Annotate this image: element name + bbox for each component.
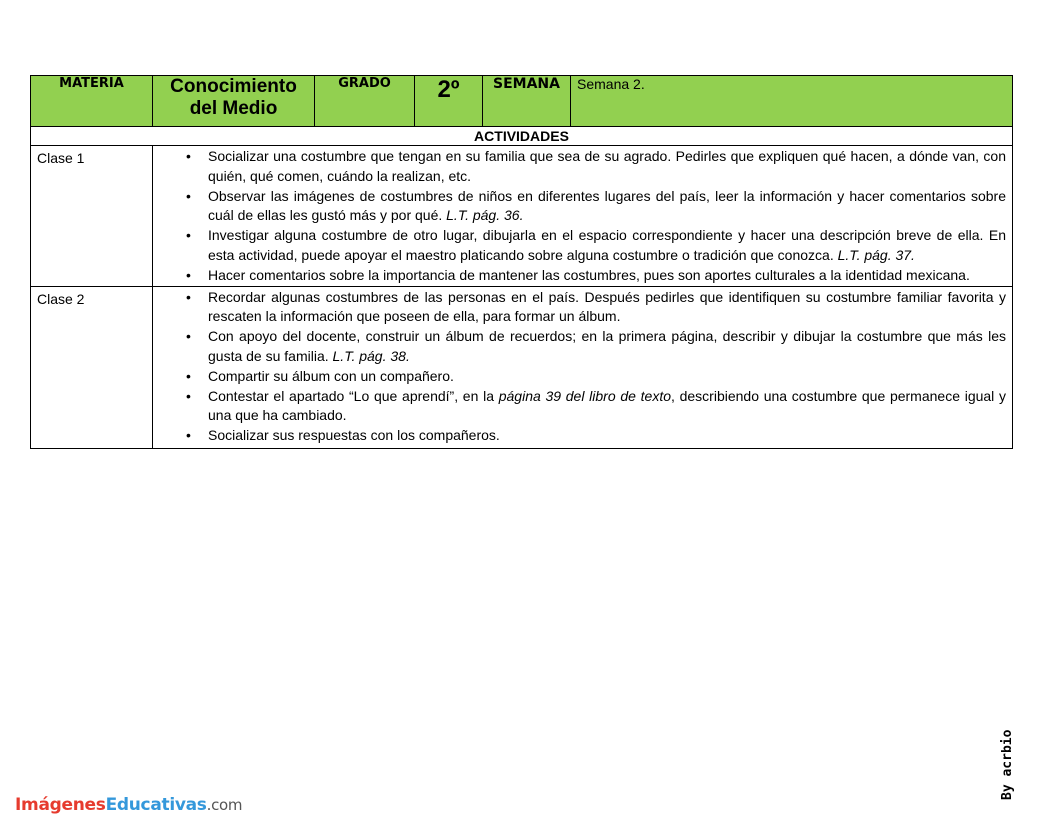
author-credit: By acrbio <box>1000 729 1015 800</box>
book-reference: L.T. pág. 36. <box>446 207 524 223</box>
class-label: Clase 1 <box>31 146 153 287</box>
class-activities <box>153 286 1013 449</box>
lesson-plan-table <box>30 75 1013 449</box>
list-item: • Socializar sus respuestas con los compañeros. <box>208 426 1006 446</box>
list-item: • Contestar el apartado “Lo que aprendí”, en la página 39 del libro de texto, describiendo una costumbre que permanece igual y una que ha cambiado. <box>208 387 1006 426</box>
class-activities <box>153 146 1013 287</box>
header-row <box>31 76 1013 127</box>
activities-title-row <box>31 127 1013 146</box>
list-item: • Observar las imágenes de costumbres de niños en diferentes lugares del país, leer la información y hacer comentarios sobre cuál de ellas les gustó más y por qué. L.T. pág. 36. <box>208 187 1006 226</box>
book-reference: página 39 del libro de texto <box>498 387 671 404</box>
book-reference: L.T. pág. 37. <box>837 246 915 263</box>
list-item: • Compartir su álbum con un compañero. <box>208 367 1006 387</box>
site-logo: ImágenesEducativas.com <box>15 795 243 815</box>
class-row-1 <box>31 146 1013 287</box>
list-item: • Investigar alguna costumbre de otro lugar, dibujarla en el espacio correspondiente y hacer una descripción breve de ella. En esta actividad, puede apoyar el maestro platicando sobre alguna costumbre o tradición que conozca. L.T. pág. 37. <box>208 226 1006 265</box>
list-item: • Con apoyo del docente, construir un álbum de recuerdos; en la primera página, describir y dibujar la costumbre que más les gusta de su familia. L.T. pág. 38. <box>208 327 1006 366</box>
list-item: • Recordar algunas costumbres de las personas en el país. Después pedirles que identifiquen su costumbre familiar favorita y rescaten la información que poseen de ella, para formar un álbum. <box>208 288 1006 327</box>
activity-list <box>153 287 1012 449</box>
list-item: • Socializar una costumbre que tengan en su familia que sea de su agrado. Pedirles que expliquen qué hacen, a dónde van, con quién, qué comen, cuándo la realizan, etc. <box>208 147 1006 186</box>
grado-value: 2º <box>415 76 483 127</box>
semana-label: SEMANA <box>483 76 571 127</box>
class-row-2 <box>31 286 1013 449</box>
subject-line-1: Conocimiento <box>170 76 297 97</box>
grado-label: GRADO <box>315 76 415 127</box>
activities-title: ACTIVIDADES <box>31 127 1013 146</box>
activity-list <box>153 146 1012 285</box>
materia-label: MATERIA <box>31 76 153 127</box>
subject-cell <box>153 76 315 127</box>
semana-value: Semana 2. <box>571 76 1013 127</box>
subject-line-2: del Medio <box>189 98 278 119</box>
book-reference: L.T. pág. 38. <box>332 347 410 364</box>
list-item: • Hacer comentarios sobre la importancia de mantener las costumbres, pues son aportes culturales a la identidad mexicana. <box>208 266 1006 286</box>
class-label: Clase 2 <box>31 286 153 449</box>
